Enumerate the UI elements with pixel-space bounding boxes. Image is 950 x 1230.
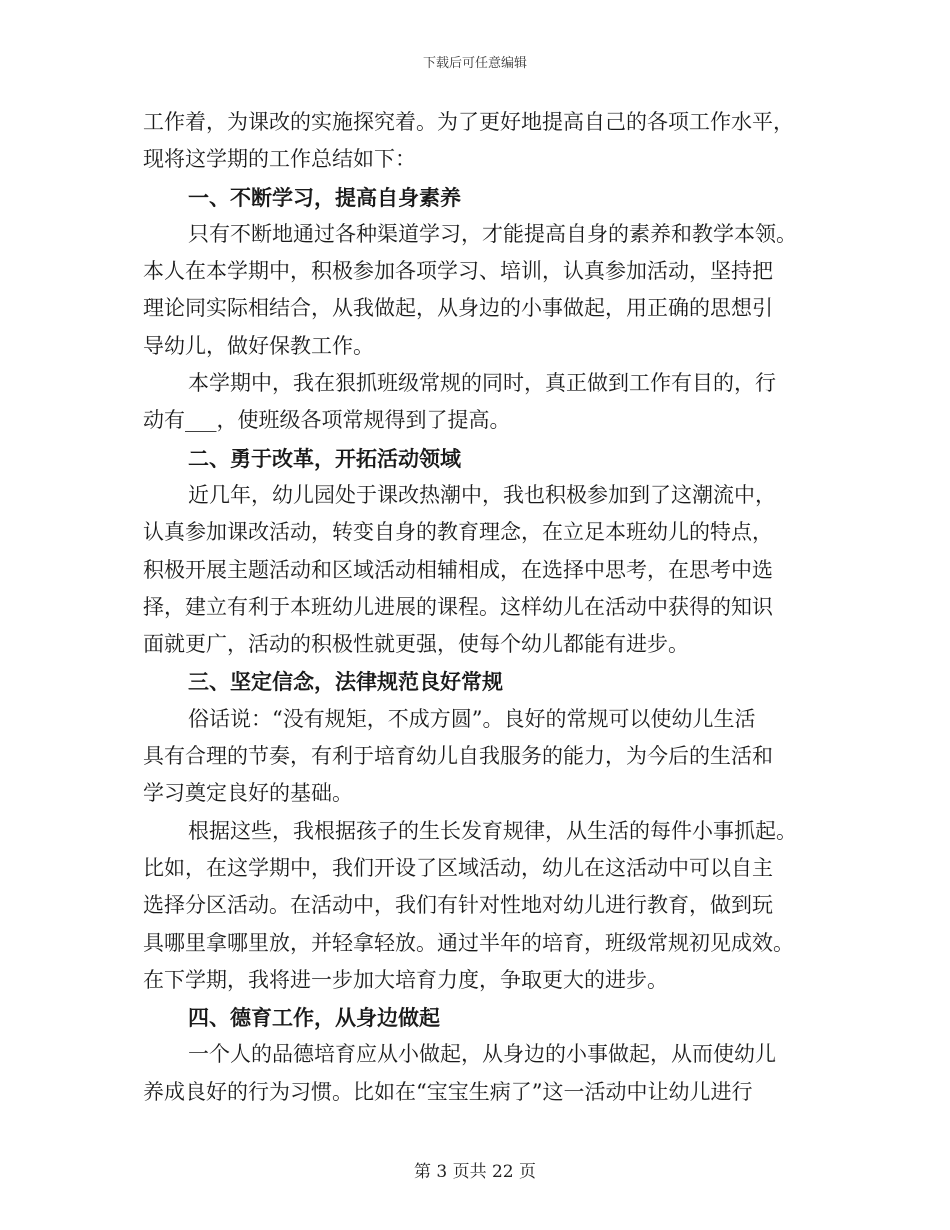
text-line: 现将这学期的工作总结如下： — [143, 147, 416, 172]
text-line: 认真参加课改活动，转变自身的教育理念，在立足本班幼儿的特点， — [143, 520, 773, 545]
section-heading: 一、不断学习，提高自身素养 — [188, 184, 461, 210]
text-line: 积极开展主题活动和区域活动相辅相成，在选择中思考，在思考中选 — [143, 557, 773, 582]
text-line: 具有合理的节奏，有利于培育幼儿自我服务的能力，为今后的生活和 — [143, 744, 773, 769]
paragraph-first-line: 本学期中，我在狠抓班级常规的同时，真正做到工作有目的，行 — [188, 371, 776, 396]
section-heading: 二、勇于改革，开拓活动领域 — [188, 445, 461, 471]
text-line: 选择分区活动。在活动中，我们有针对性地对幼儿进行教育，做到玩 — [143, 893, 773, 918]
text-line: 面就更广，活动的积极性就更强，使每个幼儿都能有进步。 — [143, 632, 689, 657]
text-line: 导幼儿，做好保教工作。 — [143, 333, 374, 358]
text-line: 本人在本学期中，积极参加各项学习、培训，认真参加活动，坚持把 — [143, 259, 773, 284]
header-note: 下载后可任意编辑 — [422, 56, 527, 71]
paragraph-first-line: 近几年，幼儿园处于课改热潮中，我也积极参加到了这潮流中， — [188, 482, 776, 507]
paragraph-first-line: 一个人的品德培育应从小做起，从身边的小事做起，从而使幼儿 — [188, 1042, 776, 1067]
paragraph-first-line: 只有不断地通过各种渠道学习，才能提高自身的素养和教学本领。 — [188, 221, 797, 246]
text-line: 具哪里拿哪里放，并轻拿轻放。通过半年的培育，班级常规初见成效。 — [143, 930, 794, 955]
paragraph-first-line: 俗话说：“没有规矩，不成方圆”。良好的常规可以使幼儿生活 — [188, 706, 756, 731]
text-line: 动有___，使班级各项常规得到了提高。 — [143, 408, 511, 433]
paragraph-first-line: 根据这些，我根据孩子的生长发育规律，从生活的每件小事抓起。 — [188, 818, 797, 843]
page-indicator: 第 3 页共 22 页 — [413, 1162, 537, 1182]
document-body — [143, 104, 808, 1111]
section-heading: 三、坚定信念，法律规范良好常规 — [188, 669, 503, 695]
text-line: 学习奠定良好的基础。 — [143, 781, 353, 806]
text-line: 择，建立有利于本班幼儿进展的课程。这样幼儿在活动中获得的知识 — [143, 594, 773, 619]
text-line: 工作着，为课改的实施探究着。为了更好地提高自己的各项工作水平， — [143, 110, 794, 134]
text-line: 在下学期，我将进一步加大培育力度，争取更大的进步。 — [143, 967, 668, 992]
text-line: 理论同实际相结合，从我做起，从身边的小事做起，用正确的思想引 — [143, 296, 773, 321]
section-heading: 四、德育工作，从身边做起 — [188, 1005, 440, 1031]
text-line: 养成良好的行为习惯。比如在“宝宝生病了”这一活动中让幼儿进行 — [143, 1079, 753, 1104]
text-line: 比如，在这学期中，我们开设了区域活动，幼儿在这活动中可以自主 — [143, 855, 773, 880]
